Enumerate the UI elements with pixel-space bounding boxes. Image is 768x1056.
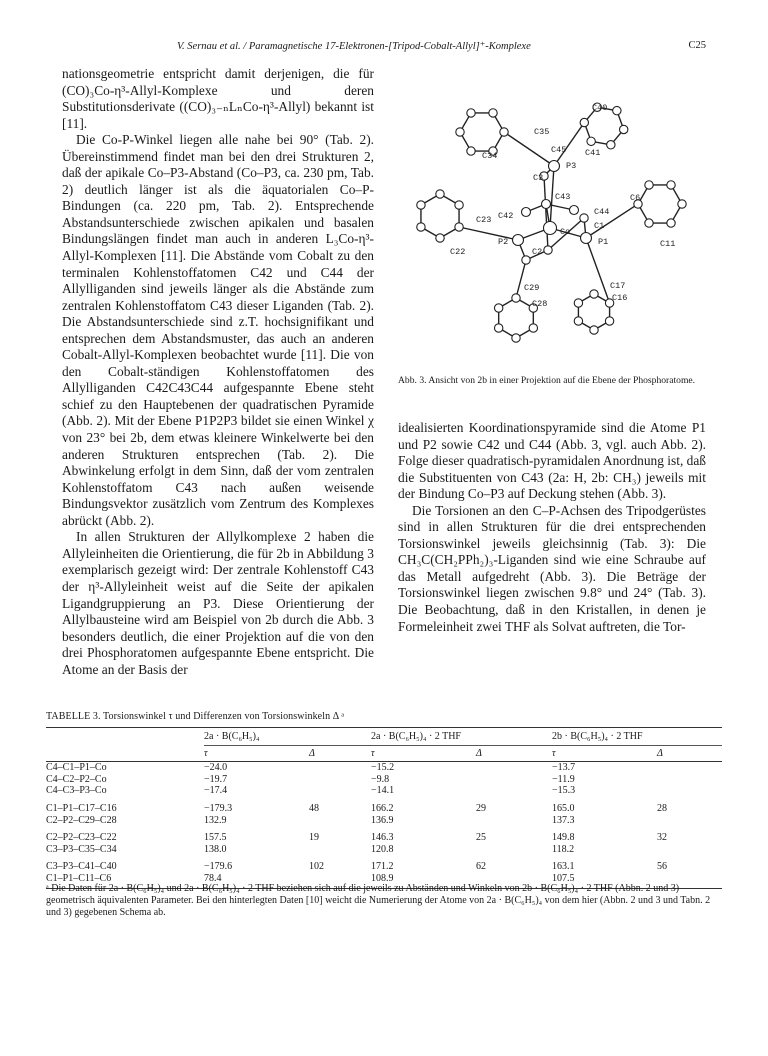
bond bbox=[459, 227, 518, 240]
table-cell: −14.1 bbox=[371, 785, 395, 797]
atom bbox=[580, 214, 588, 222]
row-label: C2–P2–C23–C22 bbox=[46, 832, 117, 844]
atom-label: P2 bbox=[498, 237, 509, 247]
atom-label: P3 bbox=[566, 161, 577, 171]
table-cell bbox=[309, 774, 371, 786]
atom-label: C22 bbox=[450, 247, 466, 257]
bond bbox=[504, 132, 554, 166]
table-cell: 108.9 bbox=[371, 873, 476, 888]
table-cell: −179.6 bbox=[204, 861, 233, 873]
torsion-table bbox=[46, 711, 722, 889]
table-cell: −17.4 bbox=[204, 785, 228, 797]
atom bbox=[456, 128, 464, 136]
atom bbox=[667, 181, 675, 189]
atom bbox=[544, 246, 552, 254]
table-cell bbox=[657, 844, 722, 856]
column-group-header: 2a · B(C₆H₅)₄ · 2 THF bbox=[371, 728, 552, 746]
bond bbox=[550, 166, 554, 228]
atom-label: C3 bbox=[533, 173, 544, 183]
atom bbox=[678, 200, 686, 208]
column-header: τ bbox=[552, 745, 657, 762]
table-cell bbox=[309, 785, 371, 797]
table-cell: 62 bbox=[476, 861, 486, 873]
table-cell bbox=[309, 844, 371, 856]
row-label: C4–C1–P1–Co bbox=[46, 762, 107, 774]
atom bbox=[542, 200, 551, 209]
table-cell: 137.3 bbox=[552, 814, 575, 826]
paragraph: idealisierten Koordinationspyramide sind die Atome P1 und P2 sowie C42 und C44 (Abb. 3, vgl. auch Abb. 2). Folge dieser quadratisch-pyramidalen Anordnung ist, daß die Substituenten von C43 (2a: H, 2b: CH₃) jeweils mit der Bindung Co–P3 auf Deckung stehen (Abb. 3). bbox=[398, 420, 706, 502]
atom bbox=[417, 201, 425, 209]
paragraph: Die Co-P-Winkel liegen alle nahe bei 90° (Tab. 2). Übereinstimmend findet man bei den drei Strukturen 2, daß der apikale Co–P3-Abstand (Co–P3, ca. 230 pm, Tab. 2) deutlich länger ist als die äquatorialen Co–P-Bindungen (ca. 220 pm, Tab. 2). Entsprechende Abstandsunterschiede zwischen apikalen und basalen Bindungslängen findet man auch in anderen L₃Co-η³-Allyl-Komplexen [11]. Die Abstände vom Cobalt zu den terminalen Kohlenstoffatomen C42 und C44 der Allylliganden sind jeweils länger als die Abstände zum zentralen Kohlenstoffatom C43 dieser Liganden (Tab. 2). Die Abstandsunterschiede sind z.T. hochsignifikant und entsprechen dem Abstandsmuster, das auch an anderen Cobalt-Allyl-Komplexen beobachtet wurde [11]. Die von den Cobalt-ständigen Kohlenstoffatomen des Allylliganden C42C43C44 aufgespannte Ebene steht schief zu den Hauptebenen der quadratischen Pyramide (Abb. 2). Mit der Ebene P1P2P3 bildet sie einen Winkel χ von 23° bei 2b, dem etwas kleinere Winkelwerte bei den anderen Strukturen entsprechen (Tab. 2). Die Abwinkelung erfolgt in dem Sinn, daß der vom zentralen Kohlenstoffatom C43 nach außen weisende Bindungsvektor zusätzlich vom Zentrum des Komplexes abrückt (Abb. 2). bbox=[62, 132, 374, 528]
atom bbox=[570, 206, 579, 215]
atom bbox=[645, 219, 653, 227]
row-label: C1–P1–C11–C6 bbox=[46, 873, 204, 888]
table-cell: 166.2 bbox=[371, 802, 394, 814]
table-cell bbox=[476, 844, 552, 856]
atom bbox=[587, 137, 595, 145]
table-cell: 78.4 bbox=[204, 873, 309, 888]
molecular-structure-figure bbox=[398, 100, 706, 362]
table-cell: 138.0 bbox=[204, 843, 227, 855]
table-cell: −9.8 bbox=[371, 773, 390, 785]
table-cell bbox=[476, 774, 552, 786]
atom-label: C35 bbox=[534, 127, 550, 137]
column-group-header: 2b · B(C₆H₅)₄ · 2 THF bbox=[552, 728, 722, 746]
table-cell bbox=[476, 785, 552, 797]
row-label: C4–C2–P2–Co bbox=[46, 773, 107, 785]
table-cell: 29 bbox=[476, 802, 486, 814]
column-header: Δ bbox=[657, 745, 722, 762]
atom bbox=[494, 304, 502, 312]
column-header: Δ bbox=[476, 745, 552, 762]
page-number: C25 bbox=[688, 40, 706, 51]
table-row bbox=[46, 785, 722, 797]
atom bbox=[512, 334, 520, 342]
table-cell: 120.8 bbox=[371, 843, 394, 855]
atom-label: C17 bbox=[610, 281, 626, 291]
row-label: C2–P2–C29–C28 bbox=[46, 814, 117, 826]
column-header: τ bbox=[371, 745, 476, 762]
running-title: V. Sernau et al. / Paramagnetische 17-Elektronen-[Tripod-Cobalt-Allyl]⁺-Komplexe bbox=[177, 41, 531, 52]
atom bbox=[494, 324, 502, 332]
table-cell: −15.3 bbox=[552, 785, 576, 797]
table-cell: −13.7 bbox=[552, 762, 576, 774]
atom bbox=[522, 256, 530, 264]
table-row bbox=[46, 826, 722, 844]
paragraph: nationsgeometrie entspricht damit derjenigen, die für (CO)₃Co-η³-Allyl-Komplexe und deren Substitutionsderivate ((CO)₃₋ₙLₙCo-η³-Allyl) bekannt ist [11]. bbox=[62, 66, 374, 131]
row-label: C3–P3–C41–C40 bbox=[46, 861, 117, 873]
table-row bbox=[46, 797, 722, 815]
phosphorus-atom bbox=[581, 233, 592, 244]
atom bbox=[489, 109, 497, 117]
table-cell: 25 bbox=[476, 832, 486, 844]
atom bbox=[580, 118, 588, 126]
table-body bbox=[46, 762, 722, 888]
table-cell: 107.5 bbox=[552, 873, 657, 888]
table-cell: 28 bbox=[657, 802, 667, 814]
table-cell bbox=[657, 785, 722, 797]
table-row bbox=[46, 855, 722, 873]
table-cell: −19.7 bbox=[204, 773, 228, 785]
atom-label: C45 bbox=[551, 145, 567, 155]
atom bbox=[590, 290, 598, 298]
atom-label: C11 bbox=[660, 239, 676, 249]
table-cell: 163.1 bbox=[552, 861, 575, 873]
table-cell: 132.9 bbox=[204, 814, 227, 826]
phosphorus-atom bbox=[513, 235, 524, 246]
cobalt-atom bbox=[544, 222, 557, 235]
atom-label: C44 bbox=[594, 207, 610, 217]
atom-label: C42 bbox=[498, 211, 514, 221]
figure-caption: Abb. 3. Ansicht von 2b in einer Projektion auf die Ebene der Phosphoratome. bbox=[398, 375, 696, 386]
atom-label: C23 bbox=[476, 215, 492, 225]
table-cell bbox=[657, 815, 722, 827]
atom bbox=[436, 190, 444, 198]
table-row bbox=[46, 815, 722, 827]
atom bbox=[436, 234, 444, 242]
right-text-column bbox=[398, 420, 706, 635]
atom-label: C43 bbox=[555, 192, 571, 202]
column-header: Δ bbox=[309, 745, 371, 762]
atom bbox=[605, 317, 613, 325]
atom bbox=[574, 299, 582, 307]
table-cell: 149.8 bbox=[552, 832, 575, 844]
atom bbox=[529, 324, 537, 332]
running-header bbox=[62, 40, 706, 56]
table-cell: 102 bbox=[309, 861, 324, 873]
table-cell bbox=[657, 774, 722, 786]
atom bbox=[522, 208, 531, 217]
table-cell: 118.2 bbox=[552, 843, 575, 855]
table-cell: 19 bbox=[309, 832, 319, 844]
table-row bbox=[46, 774, 722, 786]
atom bbox=[467, 109, 475, 117]
atom bbox=[613, 106, 621, 114]
table-cell bbox=[476, 815, 552, 827]
table-cell bbox=[476, 762, 552, 774]
table-cell: 48 bbox=[309, 802, 319, 814]
table-cell: −11.9 bbox=[552, 773, 575, 785]
table-caption: TABELLE 3. Torsionswinkel τ und Differenzen von Torsionswinkeln Δ ᵃ bbox=[46, 711, 345, 722]
table-row bbox=[46, 844, 722, 856]
atom-label: C28 bbox=[532, 299, 548, 309]
table-cell bbox=[657, 762, 722, 774]
atom bbox=[645, 181, 653, 189]
atom bbox=[512, 294, 520, 302]
table-cell: −15.2 bbox=[371, 762, 395, 774]
row-label: C4–C3–P3–Co bbox=[46, 785, 107, 797]
row-label: C3–P3–C35–C34 bbox=[46, 843, 117, 855]
left-text-column bbox=[62, 66, 374, 678]
table-cell: 171.2 bbox=[371, 861, 394, 873]
phosphorus-atom bbox=[549, 161, 560, 172]
atom-label: C16 bbox=[612, 293, 628, 303]
atom bbox=[590, 326, 598, 334]
table-cell: −24.0 bbox=[204, 762, 228, 774]
atom bbox=[667, 219, 675, 227]
atom bbox=[455, 201, 463, 209]
atom bbox=[417, 223, 425, 231]
atom-label: C41 bbox=[585, 148, 601, 158]
table-cell: −179.3 bbox=[204, 802, 233, 814]
column-header: τ bbox=[204, 745, 309, 762]
atom-label: Co bbox=[560, 227, 571, 237]
atom bbox=[619, 125, 627, 133]
atom bbox=[455, 223, 463, 231]
table-cell bbox=[309, 762, 371, 774]
ortep-diagram bbox=[398, 100, 706, 362]
table-cell: 136.9 bbox=[371, 814, 394, 826]
table-footnote: ᵃ Die Daten für 2a · B(C₆H₅)₄ und 2a · B(C₆H₅)₄ · 2 THF beziehen sich auf die jeweils zu Abständen und Winkeln von 2b · B(C₆H₅)₄ · 2 THF (Abbn. 2 und 3) geometrisch äquivalenten Parameter. Bei den hinterlegten Daten [10] weicht die Numerierung der Atome von 2a · B(C₆H₅)₄ von dem hier (Abbn. 2 und 3 und Tabn. 2 und 3) gegebenen Schema ab. bbox=[46, 883, 711, 919]
table-cell: 32 bbox=[657, 832, 667, 844]
table-cell: 146.3 bbox=[371, 832, 394, 844]
atom-label: C1 bbox=[594, 221, 605, 231]
atom bbox=[467, 147, 475, 155]
paragraph: Die Torsionen an den C–P-Achsen des Tripodgerüstes sind in allen Strukturen für die drei entsprechenden Torsionswinkel jeweils gleichsinnig (Tab. 3): Die CH₃C(CH₂PPh₂)₃-Liganden sind wie eine Schraube auf das Metall aufgedreht (Abb. 3). Die Beträge der Torsionswinkel liegen zwischen 9.8° und 24° (Tab. 3). Die Beobachtung, daß in den Kristallen, in denen je Formeleinheit zwei THF als Solvat auftreten, die Tor- bbox=[398, 502, 706, 634]
atom-label: C34 bbox=[482, 151, 498, 161]
atom bbox=[574, 317, 582, 325]
table-cell bbox=[309, 815, 371, 827]
atom bbox=[607, 141, 615, 149]
table-row bbox=[46, 762, 722, 774]
row-label: C1–P1–C17–C16 bbox=[46, 802, 117, 814]
atom bbox=[500, 128, 508, 136]
column-group-header: 2a · B(C₆H₅)₄ bbox=[204, 728, 371, 746]
table-cell: 165.0 bbox=[552, 802, 575, 814]
atom-label: C29 bbox=[524, 283, 540, 293]
table-cell: 56 bbox=[657, 861, 667, 873]
paragraph: In allen Strukturen der Allylkomplexe 2 haben die Allyleinheiten die Orientierung, die für 2b in Abbildung 3 exemplarisch gezeigt wird: Der zentrale Kohlenstoff C43 der η³-Allyleinheit weist auf die Seite der apikalen Ligandgruppierung an P3. Diese Orientierung der Allylbausteine wird am Beispiel von 2b durch die Abb. 3 besonders deutlich, die einer Projektion auf die von den drei Phosphoratomen aufgespannte Ebene entspricht. Die Atome an der Basis der bbox=[62, 529, 374, 677]
atom-label: P1 bbox=[598, 237, 609, 247]
table-cell: 157.5 bbox=[204, 832, 227, 844]
atom-label: C6 bbox=[630, 193, 641, 203]
atom-label: C2 bbox=[532, 247, 543, 257]
atom-label: C40 bbox=[592, 103, 608, 113]
data-table bbox=[46, 727, 722, 889]
